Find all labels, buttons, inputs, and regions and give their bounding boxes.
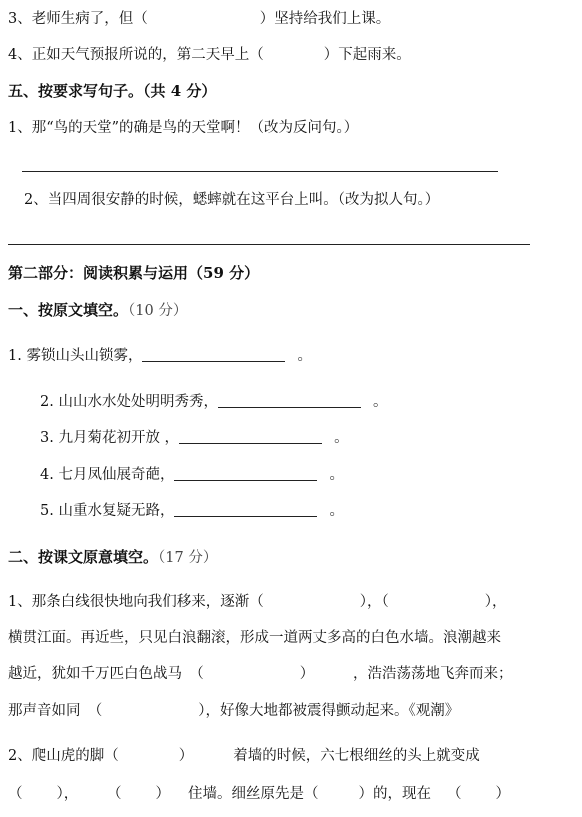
fill-item-2-period: 。 — [372, 394, 388, 410]
fill-item-1 — [8, 346, 312, 366]
question-3-text-start: 3、老师生病了，但（ — [8, 11, 148, 27]
passage-2-text-5: ）的，现在 — [358, 786, 431, 802]
fill-item-1-blank[interactable] — [142, 347, 285, 362]
passage-1-text-6: ，浩浩荡荡地飞奔而来； — [353, 666, 513, 682]
fill-item-3-text: 3. 九月菊花初开放 ， — [40, 430, 180, 446]
passage-1-text-3: ）， — [484, 594, 507, 610]
fill-item-5 — [40, 501, 344, 521]
passage-1-line-4 — [8, 701, 459, 721]
section-5-title: 五、按要求写句子。（共 4 分） — [8, 82, 217, 100]
fill-item-4-blank[interactable] — [174, 466, 317, 481]
passage-2-paren-3-close: ） — [495, 786, 510, 802]
passage-2-text-4: 住墙。细丝原先是（ — [188, 786, 319, 802]
passage-1-text-7: 那声音如同 （ — [8, 703, 103, 719]
passage-1-text-4: 越近，犹如千万匹白色战马 （ — [8, 666, 204, 682]
passage-1-text-5: ） — [299, 666, 307, 682]
fill-item-3 — [40, 428, 349, 448]
fill-item-1-period: 。 — [297, 348, 312, 364]
question-3-text-end: ）坚持给我们上课。 — [259, 11, 391, 27]
passage-2-text-3: 着墙的时候，六七根细丝的头上就变成 — [233, 748, 480, 764]
passage-2-line-1 — [8, 746, 480, 766]
fill-item-2-blank[interactable] — [218, 393, 361, 408]
passage-2-line-2 — [8, 784, 510, 804]
part-2-section-2-score: （17 分） — [158, 550, 218, 566]
fill-item-5-text: 5. 山重水复疑无路， — [40, 503, 175, 519]
fill-item-4-period: 。 — [329, 467, 344, 483]
fill-item-5-period: 。 — [329, 503, 344, 519]
passage-2-paren-1-close: ）， — [56, 786, 79, 802]
passage-2-paren-3-open: （ — [447, 786, 462, 802]
passage-2-paren-2-close: ） — [155, 786, 170, 802]
passage-1-line-3 — [8, 664, 513, 684]
section-5-question-1: 1、那“鸟的天堂”的确是鸟的天堂啊！（改为反问句。） — [8, 120, 359, 136]
section-5-question-2: 2、当四周很安静的时候，蟋蟀就在这平台上叫。（改为拟人句。） — [24, 192, 440, 208]
question-4-text-end: ）下起雨来。 — [323, 47, 411, 63]
fill-item-2 — [40, 392, 387, 412]
passage-2-paren-1-open: （ — [8, 786, 23, 802]
answer-line-1[interactable] — [22, 171, 498, 172]
question-4-text-start: 4、正如天气预报所说的，第二天早上（ — [8, 47, 264, 63]
passage-1-line-1 — [8, 592, 506, 612]
passage-2-paren-2-open: （ — [114, 786, 122, 802]
passage-1-text-8: ），好像大地都被震得颤动起来。《观潮》 — [198, 703, 460, 719]
fill-item-4-text: 4. 七月凤仙展奇葩， — [40, 467, 175, 483]
fill-item-3-period: 。 — [334, 430, 349, 446]
answer-line-2[interactable] — [8, 244, 530, 245]
passage-1-text-1: 1、那条白线很快地向我们移来，逐渐（ — [8, 594, 264, 610]
fill-item-4 — [40, 465, 344, 485]
question-4 — [8, 45, 411, 65]
part-2-section-2-heading — [8, 547, 217, 568]
passage-1-text-2: ），（ — [359, 594, 389, 610]
passage-1-line-2: 横贯江面。再近些，只见白浪翻滚，形成一道两丈多高的白色水墙。浪潮越来 — [8, 630, 501, 646]
fill-item-3-blank[interactable] — [179, 429, 322, 444]
part-2-section-1-score: （10 分） — [128, 303, 188, 319]
part-2-title: 第二部分：阅读积累与运用（59 分） — [8, 264, 260, 282]
fill-item-1-text: 1. 雾锁山头山锁雾， — [8, 348, 143, 364]
fill-item-5-blank[interactable] — [174, 502, 317, 517]
fill-item-2-text: 2. 山山水水处处明明秀秀， — [40, 394, 218, 410]
passage-2-text-2: ） — [178, 748, 194, 764]
passage-2-text-1: 2、爬山虎的脚（ — [8, 748, 119, 764]
part-2-section-1-heading — [8, 300, 187, 321]
question-3 — [8, 9, 390, 29]
part-2-section-2-title: 二、按课文原意填空。 — [8, 548, 159, 566]
part-2-section-1-title: 一、按原文填空。 — [8, 301, 129, 319]
